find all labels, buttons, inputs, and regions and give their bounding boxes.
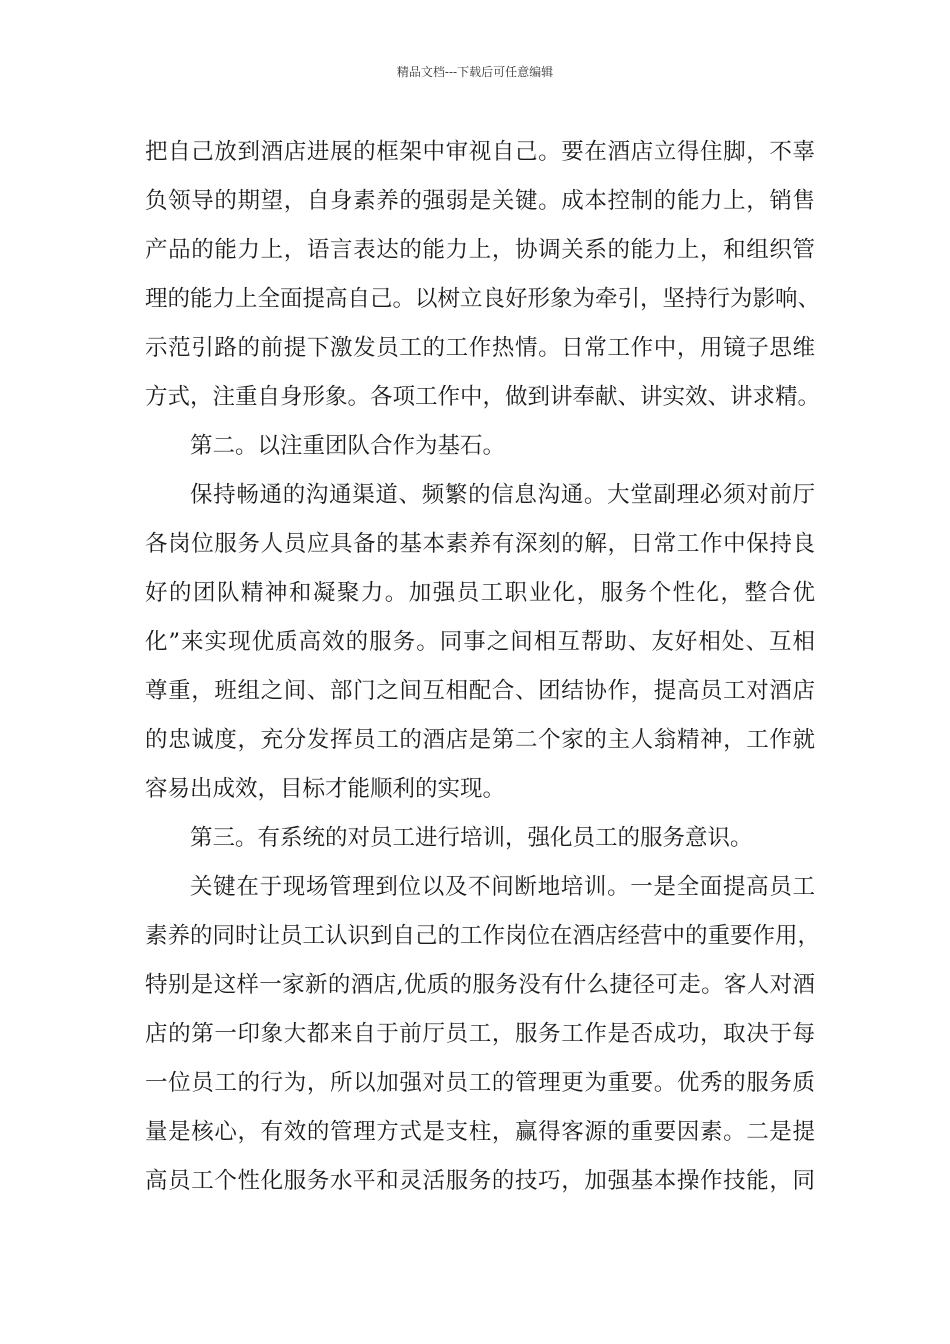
body-text [145,128,821,1206]
text-line: 第二。以注重团队合作为基石。 [190,433,506,459]
text-line: 产品的能力上，语言表达的能力上，协调关系的能力上，和组织管 [145,237,815,263]
text-line: 保持畅通的沟通渠道、频繁的信息沟通。大堂副理必须对前厅 [190,482,815,508]
page-header: 精品文档---下载后可任意编辑 [396,65,554,79]
text-line: 素养的同时让员工认识到自己的工作岗位在酒店经营中的重要作用， [145,923,821,949]
text-line: 高员工个性化服务水平和灵活服务的技巧，加强基本操作技能，同 [145,1168,815,1194]
text-line: 各岗位服务人员应具备的基本素养有深刻的解，日常工作中保持良 [145,531,815,557]
text-line: 负领导的期望，自身素养的强弱是关键。成本控制的能力上，销售 [145,188,815,214]
text-line: 的忠诚度，充分发挥员工的酒店是第二个家的主人翁精神，工作就 [145,727,815,753]
text-line: 第三。有系统的对员工进行培训，强化员工的服务意识。 [190,825,753,851]
text-line: 量是核心，有效的管理方式是支柱，赢得客源的重要因素。二是提 [145,1119,815,1145]
text-line: 容易出成效，目标才能顺利的实现。 [145,776,506,802]
text-line: 理的能力上全面提高自己。以树立良好形象为牵引，坚持行为影响、 [145,286,821,312]
text-line: 把自己放到酒店进展的框架中审视自己。要在酒店立得住脚，不辜 [145,139,815,165]
text-line: 关键在于现场管理到位以及不间断地培训。一是全面提高员工 [190,874,815,900]
text-line: 特别是这样一家新的酒店,优质的服务没有什么捷径可走。客人对酒 [145,972,815,998]
text-line: 方式，注重自身形象。各项工作中，做到讲奉献、讲实效、讲求精。 [145,384,821,410]
text-line: 示范引路的前提下激发员工的工作热情。日常工作中，用镜子思维 [145,335,815,361]
text-line: 尊重，班组之间、部门之间互相配合、团结协作，提高员工对酒店 [145,678,815,704]
text-line: 一位员工的行为，所以加强对员工的管理更为重要。优秀的服务质 [145,1070,815,1096]
text-line: 店的第一印象大都来自于前厅员工，服务工作是否成功，取决于每 [145,1021,815,1047]
text-line: 化”来实现优质高效的服务。同事之间相互帮助、友好相处、互相 [145,629,815,655]
text-line: 好的团队精神和凝聚力。加强员工职业化，服务个性化，整合优 [145,580,815,606]
